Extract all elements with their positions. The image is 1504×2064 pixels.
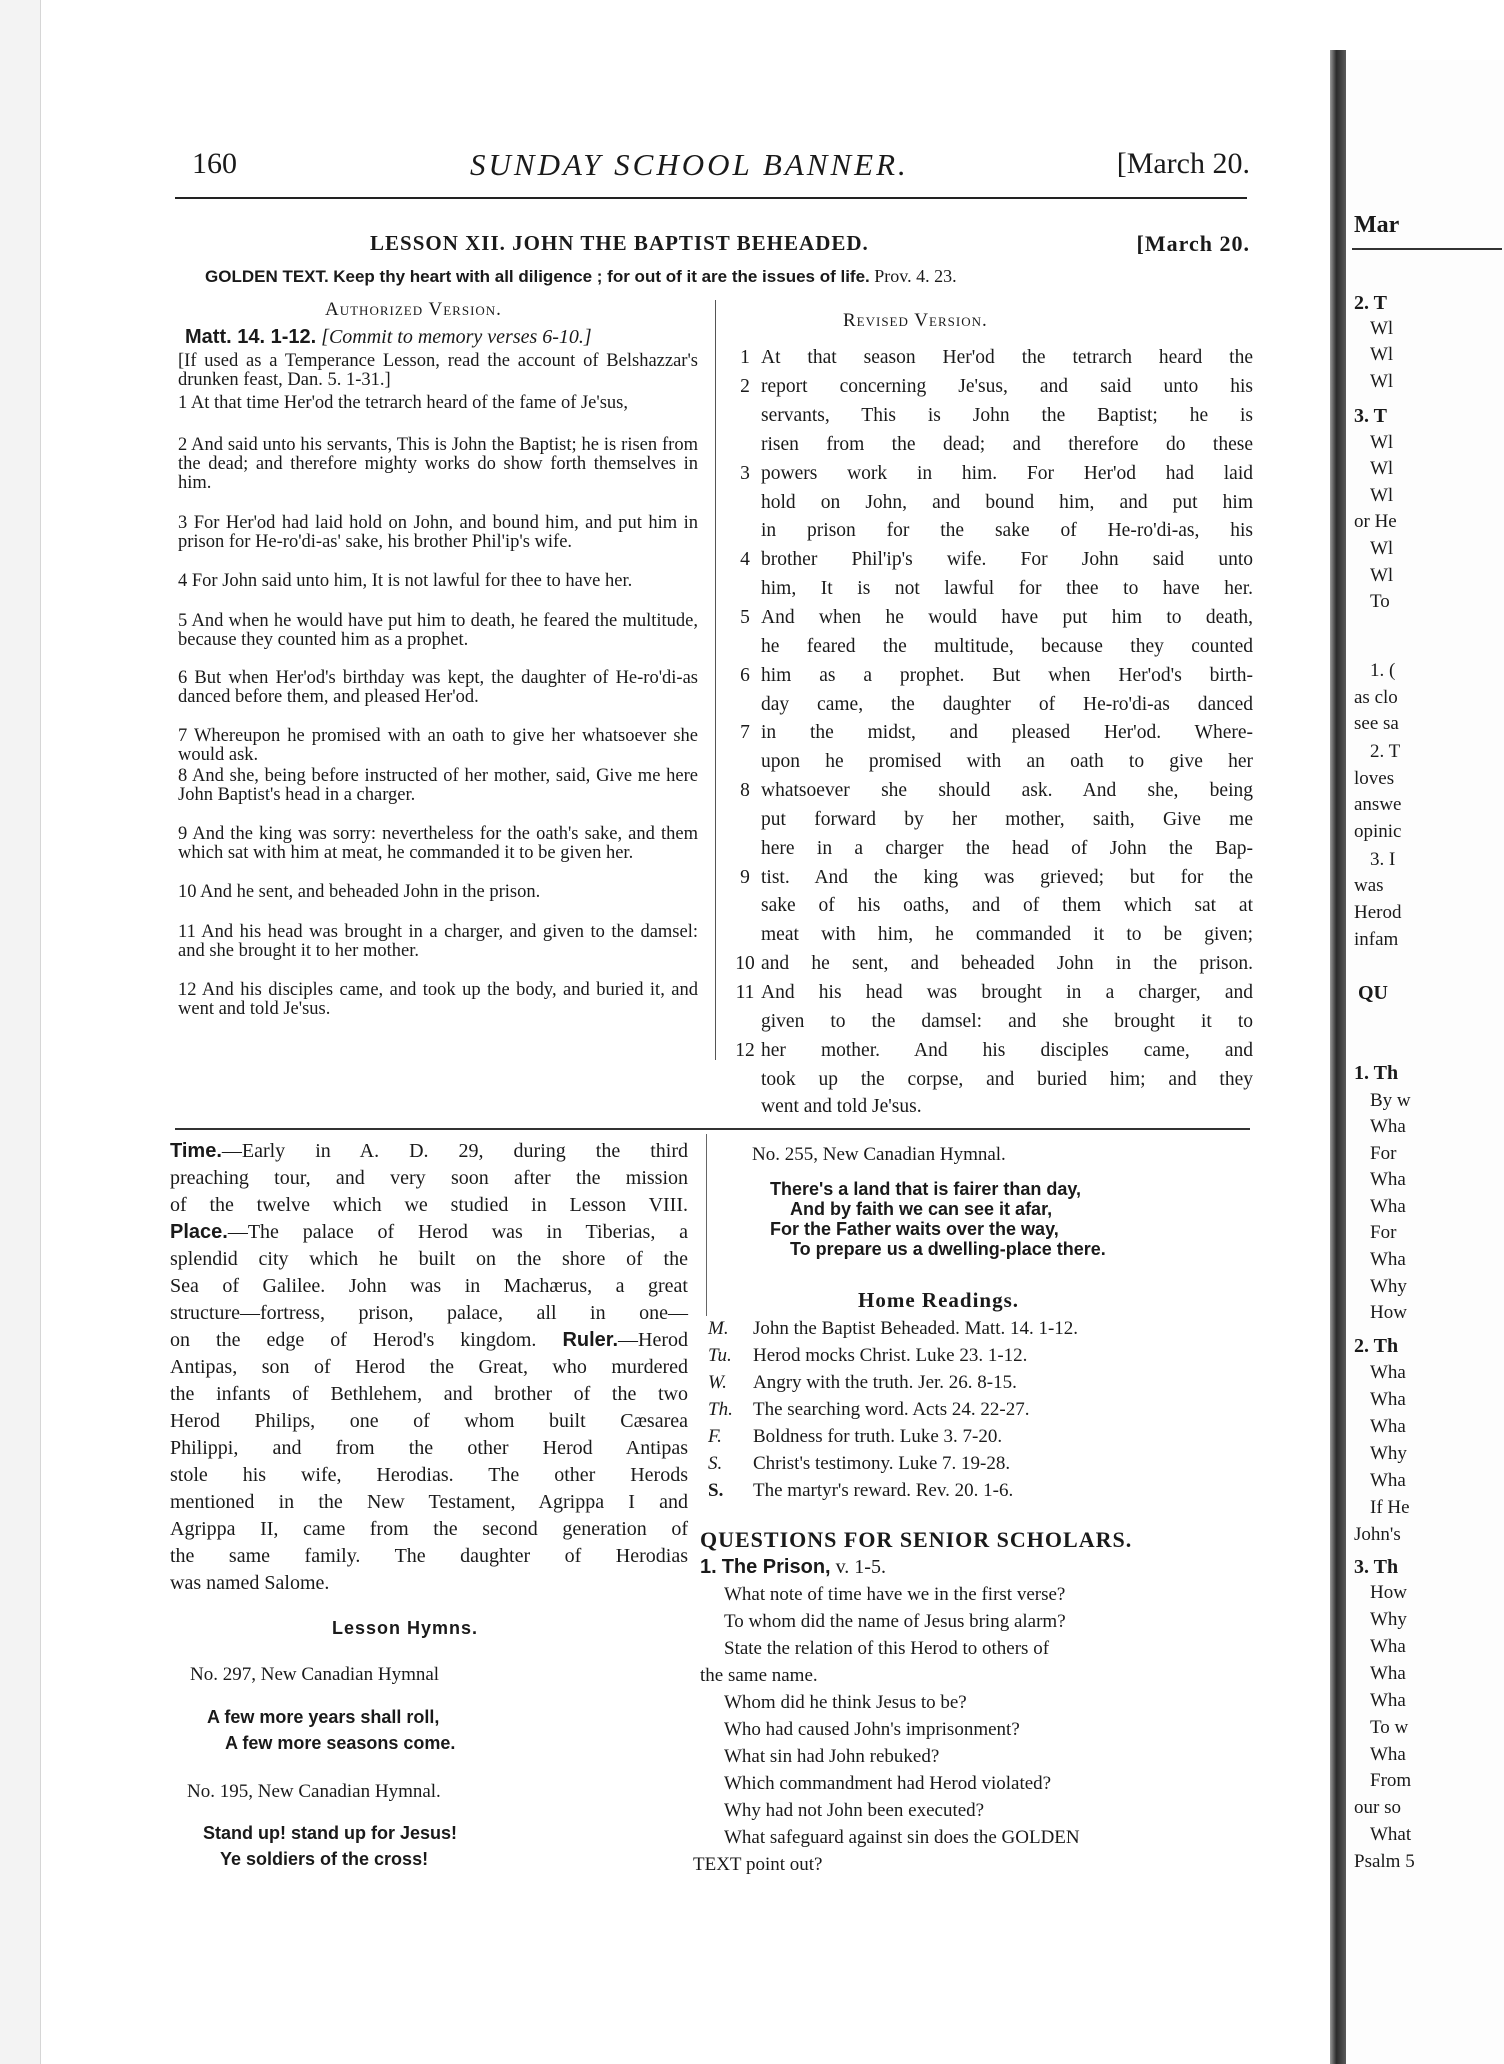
section-ref: v. 1-5. (835, 1556, 886, 1578)
column-divider (706, 1134, 707, 1316)
notes-line: Herod Philips, one of whom built Cæsarea (170, 1410, 688, 1432)
spine-top (1330, 0, 1346, 55)
verse-number: 10 (735, 953, 755, 974)
adj-line: If He (1370, 1497, 1410, 1518)
notes-line: was named Salome. (170, 1572, 330, 1594)
reading-text: Herod mocks Christ. Luke 23. 1-12. (753, 1345, 1028, 1366)
adj-rule (1352, 248, 1502, 250)
adj-line: John's (1354, 1524, 1401, 1545)
rv-text: servants, This is John the Baptist; he is (761, 405, 1253, 426)
adj-line: Wha (1370, 1249, 1406, 1270)
notes-line: Time.—Early in A. D. 29, during the third (170, 1140, 688, 1162)
page-header (170, 147, 1250, 197)
rv-line (735, 924, 1253, 952)
notes-line: Place.—The palace of Herod was in Tiberias, a (170, 1221, 688, 1243)
adj-line: Wha (1370, 1389, 1406, 1410)
reading-day: Th. (708, 1399, 733, 1420)
adj-line: Wha (1370, 1663, 1406, 1684)
adj-line: 1. Th (1354, 1062, 1399, 1084)
book-spine (1330, 50, 1346, 2064)
av-verse: 9 And the king was sorry: nevertheless for the oath's sake, and them which sat with him at meat, he commanded it to be given her. (178, 824, 698, 863)
adj-line: as clo (1354, 687, 1398, 708)
notes-line: Agrippa II, came from the second generation of (170, 1518, 688, 1540)
rv-line (735, 694, 1253, 722)
hymn-number: No. 195, New Canadian Hymnal. (187, 1781, 441, 1802)
rv-line (735, 1040, 1253, 1068)
section-number: 1. (700, 1556, 717, 1578)
adj-line: opinic (1354, 821, 1402, 842)
authorized-version-heading: Authorized Version. (325, 299, 502, 320)
hymn-line: Ye soldiers of the cross! (220, 1849, 429, 1869)
question: the same name. (700, 1665, 818, 1686)
adj-line: To (1370, 591, 1390, 612)
adj-line: Wha (1370, 1362, 1406, 1383)
rv-line (735, 405, 1253, 433)
column-divider (715, 300, 716, 1060)
rv-text: meat with him, he commanded it to be given; (761, 924, 1253, 945)
notes-line: the infants of Bethlehem, and brother of the two (170, 1383, 688, 1405)
notes-line: mentioned in the New Testament, Agrippa I and (170, 1491, 688, 1513)
header-date: [March 20. (1116, 147, 1250, 180)
reading-item (708, 1426, 1002, 1448)
av-verse: 4 For John said unto him, It is not lawful for thee to have her. (178, 571, 633, 591)
rv-line (735, 838, 1253, 866)
temperance-note: [If used as a Temperance Lesson, read the account of Belshazzar's drunken feast, Dan. 5. 1-31.] (178, 351, 698, 390)
adj-line: How (1370, 1582, 1407, 1603)
av-verse: 1 At that time Her'od the tetrarch heard of the fame of Je'sus, (178, 393, 628, 413)
golden-text (205, 266, 1255, 287)
rv-text: in prison for the sake of He-ro'di-as, his (761, 520, 1253, 541)
adj-line: Wha (1370, 1636, 1406, 1657)
hymn-number: No. 297, New Canadian Hymnal (190, 1664, 440, 1685)
reading-item (708, 1399, 1030, 1421)
adj-line: Wl (1370, 344, 1394, 365)
rv-line (735, 463, 1253, 491)
question: Which commandment had Herod violated? (724, 1773, 1052, 1794)
reading-text: Angry with the truth. Jer. 26. 8-15. (753, 1372, 1017, 1393)
rv-text: him as a prophet. But when Her'od's birth- (761, 665, 1253, 686)
adj-line: Wha (1370, 1744, 1406, 1765)
golden-text-body: Keep thy heart with all diligence ; for out of it are the issues of life. (333, 267, 870, 286)
adj-line: Why (1370, 1443, 1407, 1464)
adj-line: Psalm 5 (1354, 1851, 1415, 1872)
reading-item (708, 1372, 1017, 1394)
verse-number: 5 (740, 607, 750, 628)
adj-line: Wl (1370, 485, 1394, 506)
reading-item (708, 1345, 1027, 1367)
verse-number: 6 (740, 665, 750, 686)
adj-line: our so (1354, 1797, 1401, 1818)
question: What note of time have we in the first verse? (724, 1584, 1066, 1605)
rv-text: sake of his oaths, and of them which sat at (761, 895, 1253, 916)
adj-line: Wha (1370, 1470, 1406, 1491)
adj-line: By w (1370, 1090, 1411, 1111)
verse-number: 8 (740, 780, 750, 801)
adj-line: 3. Th (1354, 1556, 1399, 1578)
av-verse: 7 Whereupon he promised with an oath to give her whatsoever she would ask. (178, 726, 698, 765)
rv-line (735, 895, 1253, 923)
golden-text-ref: Prov. 4. 23. (874, 266, 957, 286)
reading-text: Christ's testimony. Luke 7. 19-28. (753, 1453, 1011, 1474)
rv-line (735, 376, 1253, 404)
adj-line: 2. T (1354, 292, 1387, 314)
lesson-title-row (370, 231, 1250, 256)
adj-line: 3. I (1370, 849, 1396, 870)
rv-line (735, 636, 1253, 664)
question: To whom did the name of Jesus bring alarm? (724, 1611, 1066, 1632)
adj-line: Wl (1370, 458, 1394, 479)
rv-line (735, 492, 1253, 520)
scripture-reference (185, 326, 592, 349)
reading-text: The searching word. Acts 24. 22-27. (753, 1399, 1030, 1420)
notes-line: the same family. The daughter of Herodias (170, 1545, 688, 1567)
notes-line: splendid city which he built on the shore of the (170, 1248, 688, 1270)
rv-text: upon he promised with an oath to give her (761, 751, 1253, 772)
rv-text: her mother. And his disciples came, and (761, 1040, 1253, 1061)
adj-line: Wha (1370, 1116, 1406, 1137)
commit-note: [Commit to memory verses 6-10.] (321, 326, 592, 348)
adj-line: Wl (1370, 538, 1394, 559)
question: Whom did he think Jesus to be? (724, 1692, 967, 1713)
question: TEXT point out? (693, 1854, 823, 1875)
rv-text: he feared the multitude, because they counted (761, 636, 1253, 657)
notes-line: Antipas, son of Herod the Great, who murdered (170, 1356, 688, 1378)
adj-line: What (1370, 1824, 1412, 1845)
section-rule (175, 1128, 1250, 1130)
notes-line: stole his wife, Herodias. The other Herods (170, 1464, 688, 1486)
rv-line (735, 982, 1253, 1010)
rv-line (735, 665, 1253, 693)
rv-line (735, 751, 1253, 779)
reading-item (708, 1318, 1078, 1340)
reading-day: S. (708, 1453, 723, 1474)
adjacent-page (1346, 60, 1504, 2064)
rv-line (735, 809, 1253, 837)
hymn-line: A few more years shall roll, (207, 1707, 440, 1727)
av-verse: 11 And his head was brought in a charger, and given to the damsel: and she brought it to her mother. (178, 922, 698, 961)
rv-text: him, It is not lawful for thee to have her. (761, 578, 1253, 599)
reading-day: Tu. (708, 1345, 732, 1366)
rv-line (735, 1069, 1253, 1097)
rv-text: And his head was brought in a charger, and (761, 982, 1253, 1003)
adj-line: infam (1354, 929, 1399, 950)
adj-line: Wha (1370, 1169, 1406, 1190)
question: Who had caused John's imprisonment? (724, 1719, 1020, 1740)
rv-line (735, 1011, 1253, 1039)
rv-text: put forward by her mother, saith, Give me (761, 809, 1253, 830)
verse-number: 9 (740, 867, 750, 888)
adj-line: QU (1358, 982, 1388, 1004)
adj-line: For (1370, 1143, 1397, 1164)
verse-number: 3 (740, 463, 750, 484)
adj-line: Wha (1370, 1690, 1406, 1711)
reading-day: F. (708, 1426, 722, 1447)
rv-text: went and told Je'sus. (761, 1096, 922, 1117)
av-verse: 3 For Her'od had laid hold on John, and bound him, and put him in prison for He-ro'di-as' sake, his brother Phil'ip's wife. (178, 513, 698, 552)
reading-item (708, 1480, 1013, 1502)
rv-text: And when he would have put him to death, (761, 607, 1253, 628)
running-title: SUNDAY SCHOOL BANNER. (470, 147, 909, 182)
reading-text: The martyr's reward. Rev. 20. 1-6. (753, 1480, 1014, 1501)
golden-text-label: GOLDEN TEXT. (205, 267, 329, 286)
adj-line: Why (1370, 1609, 1407, 1630)
hymn-line: There's a land that is fairer than day, (770, 1179, 1082, 1199)
rv-line (735, 953, 1253, 981)
questions-heading: QUESTIONS FOR SENIOR SCHOLARS. (700, 1527, 1133, 1552)
rv-text: in the midst, and pleased Her'od. Where- (761, 722, 1253, 743)
section-title: The Prison, (721, 1556, 831, 1578)
adj-line: Wha (1370, 1416, 1406, 1437)
reference: Matt. 14. 1-12. (185, 326, 317, 348)
av-verse: 2 And said unto his servants, This is John the Baptist; he is risen from the dead; and therefore mighty works do show forth themselves in him. (178, 435, 698, 493)
rv-line (735, 434, 1253, 462)
adj-line: To w (1370, 1717, 1409, 1738)
notes-line: Philippi, and from the other Herod Antipas (170, 1437, 688, 1459)
rv-text: here in a charger the head of John the Bap- (761, 838, 1253, 859)
reading-text: Boldness for truth. Luke 3. 7-20. (753, 1426, 1003, 1447)
adj-line: answe (1354, 794, 1402, 815)
adj-line: was (1354, 875, 1384, 896)
adj-line: see sa (1354, 713, 1399, 734)
reading-day: M. (708, 1318, 729, 1339)
hymn-line: For the Father waits over the way, (770, 1219, 1059, 1239)
verse-number: 4 (740, 549, 750, 570)
hymn-number: No. 255, New Canadian Hymnal. (752, 1144, 1006, 1165)
header-rule (175, 197, 1247, 199)
rv-text: day came, the daughter of He-ro'di-as danced (761, 694, 1253, 715)
av-verse: 5 And when he would have put him to death, he feared the multitude, because they counted him as a prophet. (178, 611, 698, 650)
adj-line: Herod (1354, 902, 1402, 923)
av-verse: 12 And his disciples came, and took up the body, and buried it, and went and told Je'sus. (178, 980, 698, 1019)
adj-line: Mar (1354, 212, 1400, 238)
lesson-hymns-heading: Lesson Hymns. (331, 1618, 479, 1638)
notes-line: preaching tour, and very soon after the mission (170, 1167, 688, 1189)
home-readings-heading: Home Readings. (858, 1288, 1019, 1312)
page-number: 160 (192, 147, 237, 180)
rv-text: report concerning Je'sus, and said unto his (761, 376, 1253, 397)
rv-text: tist. And the king was grieved; but for the (761, 867, 1253, 888)
rv-line (735, 520, 1253, 548)
av-verse: 10 And he sent, and beheaded John in the prison. (178, 882, 541, 902)
question: What safeguard against sin does the GOLDEN (724, 1827, 1080, 1848)
rv-text: and he sent, and beheaded John in the prison. (761, 953, 1253, 974)
verse-number: 1 (740, 347, 750, 368)
verse-number: 2 (740, 376, 750, 397)
verse-number: 7 (740, 722, 750, 743)
notes-line: structure—fortress, prison, palace, all in one— (170, 1302, 688, 1324)
reading-day: W. (708, 1372, 727, 1393)
adj-line: For (1370, 1222, 1397, 1243)
hymn-line: Stand up! stand up for Jesus! (203, 1823, 458, 1843)
rv-text: risen from the dead; and therefore do these (761, 434, 1253, 455)
rv-text: hold on John, and bound him, and put him (761, 492, 1253, 513)
reading-item (708, 1453, 1010, 1475)
adj-line: From (1370, 1770, 1412, 1791)
rv-text: whatsoever she should ask. And she, being (761, 780, 1253, 801)
adj-line: or He (1354, 511, 1397, 532)
verse-number: 12 (735, 1040, 755, 1061)
rv-text: At that season Her'od the tetrarch heard the (761, 347, 1253, 368)
adj-line: 2. Th (1354, 1335, 1399, 1357)
question: State the relation of this Herod to others of (724, 1638, 1050, 1659)
hymn-line: A few more seasons come. (225, 1733, 456, 1753)
rv-line (735, 867, 1253, 895)
adj-line: 3. T (1354, 405, 1387, 427)
notes-line: on the edge of Herod's kingdom. Ruler.—Herod (170, 1329, 688, 1351)
lesson-title: LESSON XII. JOHN THE BAPTIST BEHEADED. (370, 231, 869, 255)
adj-line: Wl (1370, 565, 1394, 586)
left-page-edge (0, 0, 41, 2064)
adj-line: 1. ( (1370, 660, 1396, 681)
adj-line: Wl (1370, 318, 1394, 339)
notes-line: of the twelve which we studied in Lesson VIII. (170, 1194, 688, 1216)
av-verse: 6 But when Her'od's birthday was kept, the daughter of He-ro'di-as danced before them, and pleased Her'od. (178, 668, 698, 707)
adj-line: Wl (1370, 371, 1394, 392)
rv-text: took up the corpse, and buried him; and they (761, 1069, 1253, 1090)
revised-version-heading: Revised Version. (843, 310, 988, 331)
av-verse: 8 And she, being before instructed of her mother, said, Give me here John Baptist's head in a charger. (178, 766, 698, 805)
rv-line (735, 780, 1253, 808)
adj-line: How (1370, 1302, 1407, 1323)
rv-text: powers work in him. For Her'od had laid (761, 463, 1253, 484)
rv-line (735, 722, 1253, 750)
rv-line (735, 549, 1253, 577)
question: Why had not John been executed? (724, 1800, 985, 1821)
reading-text: John the Baptist Beheaded. Matt. 14. 1-12. (753, 1318, 1079, 1339)
notes-line: Sea of Galilee. John was in Machærus, a great (170, 1275, 688, 1297)
hymn-line: To prepare us a dwelling-place there. (790, 1239, 1106, 1259)
adj-line: Why (1370, 1276, 1407, 1297)
adj-line: Wl (1370, 432, 1394, 453)
rv-text: given to the damsel: and she brought it to (761, 1011, 1253, 1032)
rv-text: brother Phil'ip's wife. For John said unto (761, 549, 1253, 570)
adj-line: 2. T (1370, 741, 1401, 762)
verse-number: 11 (735, 982, 755, 1003)
rv-line (735, 1096, 1253, 1124)
hymn-line: And by faith we can see it afar, (790, 1199, 1053, 1219)
rv-line (735, 347, 1253, 375)
rv-line (735, 607, 1253, 635)
adj-line: Wha (1370, 1196, 1406, 1217)
rv-line (735, 578, 1253, 606)
adj-line: loves (1354, 768, 1395, 789)
question: What sin had John rebuked? (724, 1746, 940, 1767)
reading-day: S. (708, 1480, 724, 1501)
questions-section (700, 1556, 886, 1579)
lesson-date: [March 20. (1136, 231, 1250, 256)
